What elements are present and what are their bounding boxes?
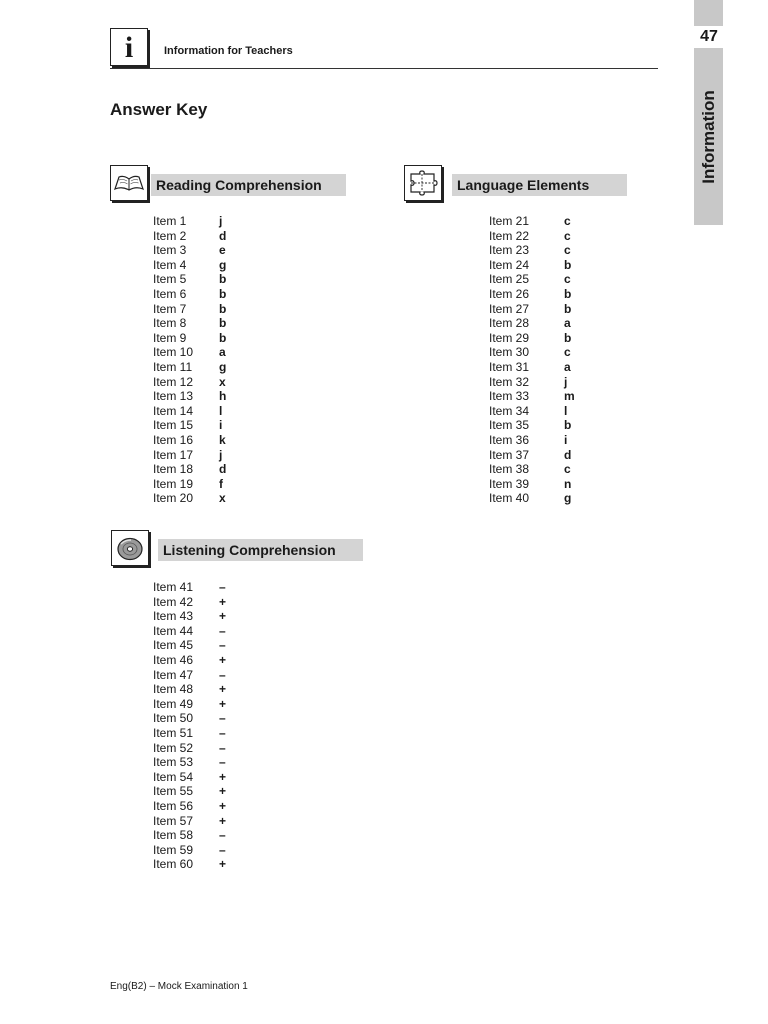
item-label: Item 5 bbox=[153, 272, 187, 287]
answer-value: k bbox=[219, 432, 226, 447]
puzzle-icon bbox=[404, 165, 442, 201]
answer-value: d bbox=[219, 228, 227, 243]
answer-row bbox=[153, 418, 273, 433]
item-label: Item 47 bbox=[153, 667, 194, 682]
answer-row bbox=[489, 418, 609, 433]
answer-row bbox=[153, 653, 273, 668]
answer-value: – bbox=[219, 755, 226, 770]
answer-row bbox=[153, 857, 273, 872]
section-heading-reading: Reading Comprehension bbox=[151, 174, 346, 196]
answer-value: b bbox=[564, 330, 572, 345]
answer-value: g bbox=[564, 491, 572, 506]
item-label: Item 22 bbox=[489, 228, 530, 243]
answer-row bbox=[489, 272, 609, 287]
answer-row bbox=[489, 316, 609, 331]
item-label: Item 38 bbox=[489, 462, 530, 477]
answer-value: – bbox=[219, 638, 226, 653]
item-label: Item 48 bbox=[153, 682, 194, 697]
answer-row bbox=[153, 580, 273, 595]
answer-value: f bbox=[219, 476, 223, 491]
item-label: Item 40 bbox=[489, 491, 530, 506]
answer-value: + bbox=[219, 813, 227, 828]
answer-row bbox=[489, 389, 609, 404]
item-label: Item 42 bbox=[153, 594, 194, 609]
item-label: Item 1 bbox=[153, 214, 187, 228]
header-divider bbox=[110, 68, 658, 69]
answer-row bbox=[489, 462, 609, 477]
answer-value: g bbox=[219, 359, 227, 374]
answer-row bbox=[153, 491, 273, 506]
item-label: Item 4 bbox=[153, 257, 187, 272]
answer-row bbox=[153, 755, 273, 770]
answer-value: – bbox=[219, 711, 226, 726]
answer-row bbox=[153, 726, 273, 741]
item-label: Item 52 bbox=[153, 740, 194, 755]
answer-value: j bbox=[564, 374, 568, 389]
section-heading-language: Language Elements bbox=[452, 174, 627, 196]
item-label: Item 56 bbox=[153, 798, 194, 813]
answer-row bbox=[153, 389, 273, 404]
answer-row bbox=[489, 331, 609, 346]
item-label: Item 6 bbox=[153, 286, 187, 301]
answer-row bbox=[153, 258, 273, 273]
answer-row bbox=[153, 229, 273, 244]
answer-value: b bbox=[219, 316, 227, 331]
answer-value: c bbox=[564, 345, 571, 360]
answer-value: b bbox=[219, 272, 227, 287]
item-label: Item 23 bbox=[489, 243, 530, 258]
answer-row bbox=[489, 229, 609, 244]
answer-value: n bbox=[564, 476, 572, 491]
item-label: Item 9 bbox=[153, 330, 187, 345]
answer-value: x bbox=[219, 374, 226, 389]
answer-row bbox=[153, 360, 273, 375]
answer-row bbox=[153, 345, 273, 360]
item-label: Item 14 bbox=[153, 403, 194, 418]
cd-icon bbox=[111, 530, 149, 566]
answer-row bbox=[153, 272, 273, 287]
answer-row bbox=[153, 595, 273, 610]
item-label: Item 39 bbox=[489, 476, 530, 491]
answer-row bbox=[153, 624, 273, 639]
answer-value: l bbox=[564, 403, 568, 418]
answer-row bbox=[489, 375, 609, 390]
answer-row bbox=[153, 828, 273, 843]
item-label: Item 43 bbox=[153, 609, 194, 624]
answer-row bbox=[153, 784, 273, 799]
answer-row bbox=[153, 433, 273, 448]
item-label: Item 55 bbox=[153, 784, 194, 799]
item-label: Item 34 bbox=[489, 403, 530, 418]
answer-row bbox=[489, 433, 609, 448]
item-label: Item 26 bbox=[489, 286, 530, 301]
item-label: Item 60 bbox=[153, 857, 194, 872]
answer-value: + bbox=[219, 594, 227, 609]
info-icon bbox=[110, 28, 148, 66]
item-label: Item 29 bbox=[489, 330, 530, 345]
side-tab-top bbox=[694, 0, 723, 26]
answer-value: c bbox=[564, 228, 571, 243]
item-label: Item 31 bbox=[489, 359, 530, 374]
answer-value: j bbox=[219, 214, 223, 228]
item-label: Item 44 bbox=[153, 623, 194, 638]
answer-value: b bbox=[564, 286, 572, 301]
answer-value: b bbox=[564, 301, 572, 316]
answer-value: i bbox=[219, 418, 223, 433]
page-number: 47 bbox=[700, 28, 718, 45]
item-label: Item 54 bbox=[153, 769, 194, 784]
answer-value: c bbox=[564, 462, 571, 477]
answer-row bbox=[153, 243, 273, 258]
item-label: Item 15 bbox=[153, 418, 194, 433]
answer-list-listening bbox=[153, 580, 273, 872]
answer-row bbox=[153, 331, 273, 346]
answer-value: + bbox=[219, 682, 227, 697]
answer-value: + bbox=[219, 609, 227, 624]
header-title: Information for Teachers bbox=[164, 45, 293, 57]
answer-row bbox=[153, 668, 273, 683]
side-tab-label: Information bbox=[698, 89, 718, 184]
item-label: Item 50 bbox=[153, 711, 194, 726]
answer-value: c bbox=[564, 214, 571, 228]
answer-row bbox=[489, 491, 609, 506]
item-label: Item 51 bbox=[153, 725, 194, 740]
item-label: Item 46 bbox=[153, 652, 194, 667]
answer-list-language bbox=[489, 214, 609, 506]
answer-row bbox=[153, 214, 273, 229]
item-label: Item 36 bbox=[489, 432, 530, 447]
answer-row bbox=[153, 814, 273, 829]
item-label: Item 7 bbox=[153, 301, 187, 316]
answer-value: m bbox=[564, 389, 575, 404]
answer-row bbox=[153, 477, 273, 492]
item-label: Item 8 bbox=[153, 316, 187, 331]
answer-row bbox=[153, 711, 273, 726]
answer-value: c bbox=[564, 243, 571, 258]
answer-row bbox=[489, 258, 609, 273]
answer-row bbox=[153, 697, 273, 712]
answer-row bbox=[489, 448, 609, 463]
item-label: Item 32 bbox=[489, 374, 530, 389]
answer-value: c bbox=[564, 272, 571, 287]
answer-value: + bbox=[219, 857, 227, 872]
answer-row bbox=[153, 770, 273, 785]
answer-value: l bbox=[219, 403, 223, 418]
answer-row bbox=[489, 287, 609, 302]
answer-row bbox=[153, 682, 273, 697]
item-label: Item 12 bbox=[153, 374, 194, 389]
item-label: Item 37 bbox=[489, 447, 530, 462]
answer-row bbox=[153, 302, 273, 317]
answer-row bbox=[153, 448, 273, 463]
item-label: Item 19 bbox=[153, 476, 194, 491]
item-label: Item 30 bbox=[489, 345, 530, 360]
answer-row bbox=[153, 843, 273, 858]
answer-value: b bbox=[219, 301, 227, 316]
page-title: Answer Key bbox=[110, 100, 208, 119]
item-label: Item 16 bbox=[153, 432, 194, 447]
answer-value: – bbox=[219, 667, 226, 682]
answer-row bbox=[153, 375, 273, 390]
answer-row bbox=[489, 243, 609, 258]
answer-value: b bbox=[564, 257, 572, 272]
item-label: Item 18 bbox=[153, 462, 194, 477]
item-label: Item 17 bbox=[153, 447, 194, 462]
answer-row bbox=[153, 316, 273, 331]
item-label: Item 35 bbox=[489, 418, 530, 433]
item-label: Item 57 bbox=[153, 813, 194, 828]
answer-row bbox=[153, 799, 273, 814]
footer-text: Eng(B2) – Mock Examination 1 bbox=[110, 981, 248, 992]
answer-value: b bbox=[219, 330, 227, 345]
answer-list-reading bbox=[153, 214, 273, 506]
item-label: Item 58 bbox=[153, 828, 194, 843]
item-label: Item 21 bbox=[489, 214, 530, 228]
item-label: Item 20 bbox=[153, 491, 194, 506]
answer-row bbox=[153, 462, 273, 477]
answer-value: + bbox=[219, 798, 227, 813]
item-label: Item 3 bbox=[153, 243, 187, 258]
answer-value: + bbox=[219, 696, 227, 711]
answer-row bbox=[153, 741, 273, 756]
info-icon-glyph: i bbox=[124, 31, 134, 64]
answer-value: a bbox=[564, 316, 571, 331]
answer-value: h bbox=[219, 389, 227, 404]
item-label: Item 59 bbox=[153, 842, 194, 857]
answer-value: – bbox=[219, 842, 226, 857]
answer-value: + bbox=[219, 784, 227, 799]
item-label: Item 33 bbox=[489, 389, 530, 404]
item-label: Item 10 bbox=[153, 345, 194, 360]
answer-value: d bbox=[219, 462, 227, 477]
item-label: Item 27 bbox=[489, 301, 530, 316]
answer-value: a bbox=[564, 359, 571, 374]
answer-value: – bbox=[219, 623, 226, 638]
item-label: Item 41 bbox=[153, 580, 194, 594]
answer-value: b bbox=[564, 418, 572, 433]
item-label: Item 11 bbox=[153, 359, 193, 374]
item-label: Item 53 bbox=[153, 755, 194, 770]
answer-value: b bbox=[219, 286, 227, 301]
answer-value: d bbox=[564, 447, 572, 462]
answer-value: – bbox=[219, 828, 226, 843]
answer-row bbox=[153, 638, 273, 653]
answer-value: + bbox=[219, 652, 227, 667]
item-label: Item 49 bbox=[153, 696, 194, 711]
answer-row bbox=[489, 360, 609, 375]
answer-row bbox=[153, 609, 273, 624]
answer-value: a bbox=[219, 345, 226, 360]
item-label: Item 45 bbox=[153, 638, 194, 653]
answer-value: x bbox=[219, 491, 226, 506]
item-label: Item 25 bbox=[489, 272, 530, 287]
item-label: Item 13 bbox=[153, 389, 194, 404]
answer-row bbox=[153, 404, 273, 419]
answer-value: g bbox=[219, 257, 227, 272]
book-icon bbox=[110, 165, 148, 201]
answer-value: j bbox=[219, 447, 223, 462]
answer-value: – bbox=[219, 580, 226, 594]
answer-value: – bbox=[219, 725, 226, 740]
answer-value: i bbox=[564, 432, 568, 447]
answer-row bbox=[489, 477, 609, 492]
answer-row bbox=[153, 287, 273, 302]
side-tab bbox=[694, 48, 723, 225]
answer-value: e bbox=[219, 243, 226, 258]
item-label: Item 2 bbox=[153, 228, 187, 243]
answer-row bbox=[489, 345, 609, 360]
answer-value: – bbox=[219, 740, 226, 755]
item-label: Item 24 bbox=[489, 257, 530, 272]
item-label: Item 28 bbox=[489, 316, 530, 331]
answer-row bbox=[489, 302, 609, 317]
section-heading-listening: Listening Comprehension bbox=[158, 539, 363, 561]
answer-value: + bbox=[219, 769, 227, 784]
answer-row bbox=[489, 404, 609, 419]
answer-row bbox=[489, 214, 609, 229]
